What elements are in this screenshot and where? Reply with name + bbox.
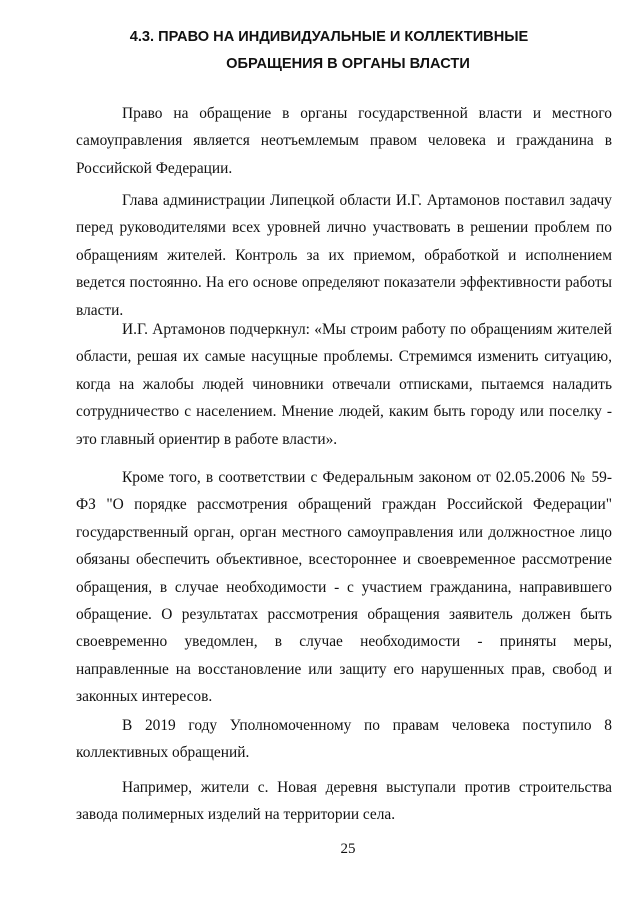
paragraph-collective-appeals: В 2019 году Уполномоченному по правам человека поступило 8 коллективных обращений. bbox=[76, 717, 612, 762]
section-heading bbox=[70, 24, 570, 78]
page-number: 25 bbox=[340, 841, 356, 857]
paragraph-governor-quote: И.Г. Артамонов подчеркнул: «Мы строим работу по обращениям жителей области, решая их самые насущные проблемы. Стремимся изменить ситуацию, когда на жалобы людей чиновники отвечали отписками, пытаемся наладить сотрудничество с населением. Мнение людей, каким быть городу или поселку - это главный ориентир в работе власти». bbox=[76, 321, 612, 448]
paragraph-governor-task: Глава администрации Липецкой области И.Г. Артамонов поставил задачу перед руководителями всех уровней лично участвовать в решении проблем по обращениям жителей. Контроль за их приемом, обработкой и исполнением ведется постоянно. На его основе определяют показатели эффективности работы власти. bbox=[76, 192, 612, 319]
paragraph-example: Например, жители с. Новая деревня выступали против строительства завода полимерных изделий на территории села. bbox=[76, 779, 612, 824]
paragraph-federal-law: Кроме того, в соответствии с Федеральным законом от 02.05.2006 № 59-ФЗ "О порядке рассмотрения обращений граждан Российской Федерации" государственный орган, орган местного самоуправления или должностное лицо обязаны обеспечить объективное, всестороннее и своевременное рассмотрение обращения, в случае необходимости - с участием гражданина, направившего обращение. О результатах рассмотрения обращения заявитель должен быть своевременно уведомлен, в случае необходимости - приняты меры, направленные на восстановление или защиту его нарушенных прав, свобод и законных интересов. bbox=[76, 469, 612, 706]
paragraph-right-to-appeal: Право на обращение в органы государственной власти и местного самоуправления является неотъемлемым правом человека и гражданина в Российской Федерации. bbox=[76, 105, 612, 177]
section-heading-line2: ОБРАЩЕНИЯ В ОРГАНЫ ВЛАСТИ bbox=[226, 56, 470, 72]
section-heading-line1: 4.3. ПРАВО НА ИНДИВИДУАЛЬНЫЕ И КОЛЛЕКТИВНЫЕ bbox=[129, 29, 529, 45]
